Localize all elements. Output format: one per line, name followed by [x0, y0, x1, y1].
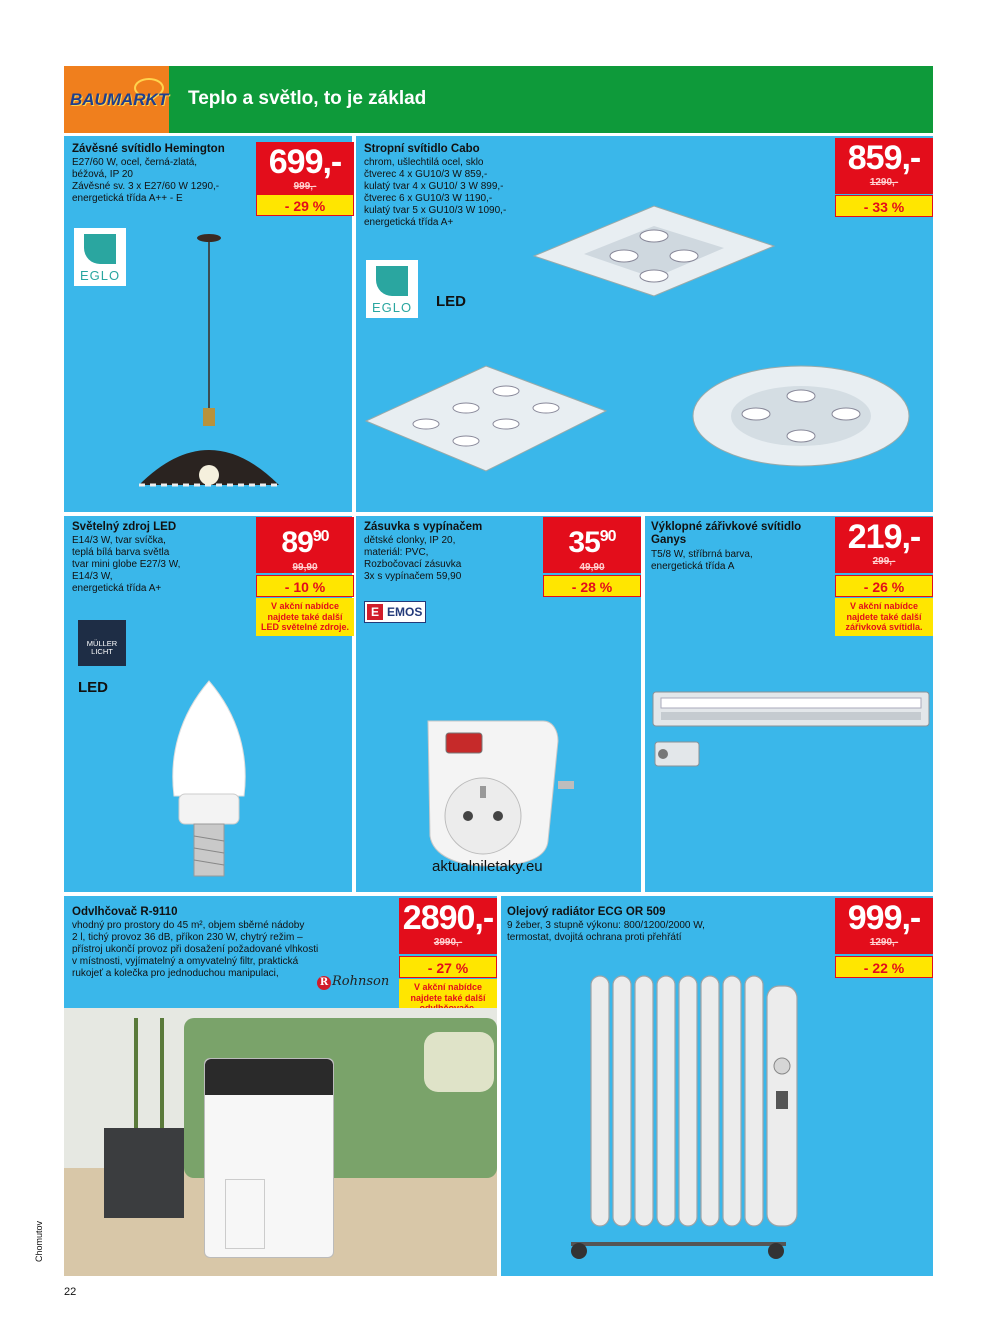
eglo-mark-icon: [376, 266, 408, 296]
promo-note: V akční nabídce najdete také další LED světelné zdroje.: [256, 598, 354, 636]
price-tag: [543, 517, 641, 573]
page-title: Teplo a světlo, to je základ: [188, 88, 427, 109]
store-location-label: Chomutov: [34, 1220, 44, 1262]
page-number: 22: [64, 1286, 77, 1298]
price-tag: [835, 898, 933, 954]
emos-logo: [364, 601, 426, 623]
dehumidifier-photo: [64, 1008, 497, 1276]
eglo-logo: [366, 260, 418, 318]
product-title: Světelný zdroj LED: [72, 521, 177, 533]
emos-text: EMOS: [387, 605, 423, 619]
flyer-page: [64, 66, 933, 1276]
product-panel-radiator[interactable]: [501, 896, 933, 1276]
oil-radiator-image: [571, 966, 811, 1266]
old-price: 1290,-: [869, 177, 899, 188]
promo-note: V akční nabídce najdete také další zářivková svítidla.: [835, 598, 933, 636]
muller-licht-logo: MÜLLER LICHT: [78, 620, 126, 666]
rohnson-logo: R Rohnson: [317, 974, 389, 990]
product-title: Zásuvka s vypínačem: [364, 521, 483, 533]
product-title: Stropní svítidlo Cabo: [364, 143, 480, 155]
photo-plant-pot: [104, 1128, 184, 1218]
eglo-text: EGLO: [79, 268, 121, 283]
price-tag: [835, 517, 933, 573]
price-tag: [835, 138, 933, 194]
rohnson-mark-icon: R: [317, 976, 331, 990]
product-panel-led-bulb[interactable]: [64, 516, 352, 892]
ceiling-light-square-6-image: [356, 346, 616, 476]
eglo-mark-icon: [84, 234, 116, 264]
product-description: vhodný pro prostory do 45 m², objem sběrné nádoby 2 l, tichý provoz 36 dB, příkon 230 W, chytrý režim – přístroj ukončí provoz při dosažení požadované vlhkosti v místnosti, vyjímatelný a omyvatelný filtr, praktická rukojeť a kolečka pro jednoduchou manipulaci,: [72, 920, 319, 979]
product-panel-hemington[interactable]: [64, 136, 352, 512]
price-tag: [256, 517, 354, 573]
product-title: Odvlhčovač R-9110: [72, 906, 178, 918]
product-panel-socket[interactable]: [356, 516, 641, 892]
product-description: 9 žeber, 3 stupně výkonu: 800/1200/2000 W, termostat, dvojitá ochrana proti přehřátí: [507, 920, 705, 943]
eglo-text: EGLO: [371, 300, 413, 315]
product-description: chrom, ušlechtilá ocel, sklo čtverec 4 x GU10/3 W 859,- kulatý tvar 4 x GU10/ 3 W 899,- čtverec 6 x GU10/3 W 1190,- kulatý tvar 5 x GU10/3 W 1090,- energetická třída A+: [364, 157, 507, 228]
discount-badge: - 27 %: [399, 956, 497, 978]
product-title: Výklopné zářivkové svítidlo Ganys: [651, 521, 802, 546]
dehumidifier-water-tank: [225, 1179, 265, 1249]
dehumidifier-top-panel: [205, 1059, 333, 1095]
old-price: 299,-: [872, 556, 896, 567]
price-value: 219,-: [847, 518, 921, 556]
product-panel-dehumidifier[interactable]: [64, 896, 497, 1276]
price-value: 999,-: [847, 899, 921, 937]
promo-note: V akční nabídce najdete také další: [399, 979, 497, 1017]
product-description: T5/8 W, stříbrná barva, energetická třída A: [651, 549, 753, 572]
fluorescent-light-image: [651, 690, 931, 770]
product-title: Olejový radiátor ECG OR 509: [507, 906, 666, 918]
emos-mark-icon: E: [367, 604, 383, 620]
old-price: 3990,-: [433, 937, 463, 948]
product-title: Závěsné svítidlo Hemington: [72, 143, 225, 155]
old-price: 1290,-: [869, 937, 899, 948]
eglo-logo: [74, 228, 126, 286]
dehumidifier-unit: [204, 1058, 334, 1258]
discount-badge: - 29 %: [256, 194, 354, 216]
discount-badge: - 26 %: [835, 575, 933, 597]
old-price: 999,-: [293, 181, 317, 192]
price-tag: [256, 142, 354, 194]
product-description: E27/60 W, ocel, černá-zlatá, béžová, IP 20 Závěsné sv. 3 x E27/60 W 1290,- energetická třída A++ - E: [72, 157, 220, 204]
photo-plant-stems: [134, 1018, 164, 1128]
ceiling-light-square-4-image: [524, 186, 784, 306]
led-badge: LED: [78, 679, 108, 696]
discount-badge: - 22 %: [835, 956, 933, 978]
logo-text: BAUMARKT: [70, 90, 169, 109]
product-description: E14/3 W, tvar svíčka, teplá bílá barva světla tvar mini globe E27/3 W, E14/3 W, energetická třída A+: [72, 535, 181, 594]
product-panel-ganys[interactable]: [645, 516, 933, 892]
photo-pillow: [424, 1032, 494, 1092]
price-tag: [399, 898, 497, 954]
watermark: aktualniletaky.eu: [432, 858, 543, 875]
price-value: 699,-: [268, 143, 342, 181]
socket-adapter-image: [418, 711, 578, 871]
price-value: 859,-: [847, 139, 921, 177]
discount-badge: - 10 %: [256, 575, 354, 597]
old-price: 49,90: [579, 562, 605, 573]
price-value: $35^{90}$: [568, 526, 616, 559]
ceiling-light-round-image: [686, 346, 916, 476]
discount-badge: - 28 %: [543, 575, 641, 597]
price-value: $89^{90}$: [281, 526, 329, 559]
product-panel-cabo[interactable]: [356, 136, 933, 512]
baumarkt-logo[interactable]: [64, 66, 169, 133]
discount-badge: - 33 %: [835, 195, 933, 217]
pendant-lamp-image: [134, 230, 284, 500]
header-bar: [64, 66, 933, 133]
led-badge: LED: [436, 293, 466, 310]
product-description: dětské clonky, IP 20, materiál: PVC, Rozbočovací zásuvka 3x s vypínačem 59,90: [364, 535, 462, 582]
price-value: 2890,-: [402, 899, 494, 937]
old-price: 99,90: [292, 562, 318, 573]
led-candle-bulb-image: [164, 676, 254, 886]
